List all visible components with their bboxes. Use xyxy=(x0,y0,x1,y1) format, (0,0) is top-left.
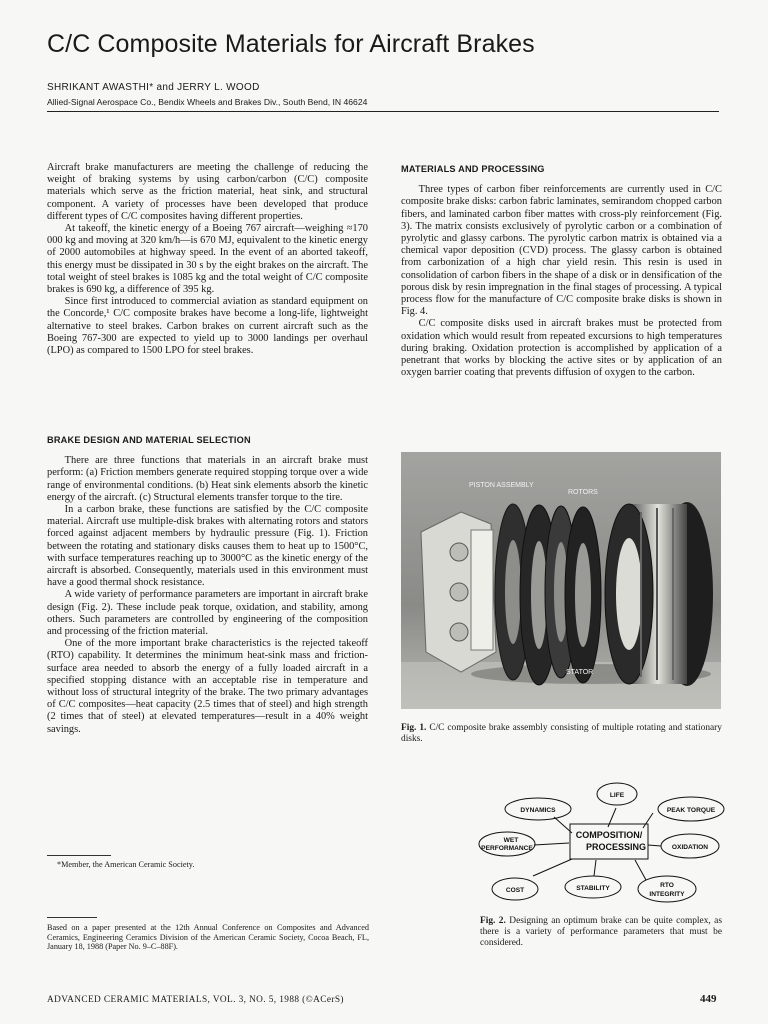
figure-label: Fig. 1. xyxy=(401,723,427,733)
brake-assembly-photo xyxy=(401,452,721,709)
left-column-intro xyxy=(47,162,368,357)
node-oxidation: OXIDATION xyxy=(671,844,709,851)
performance-parameters-diagram xyxy=(478,780,728,908)
caption-text: Designing an optimum brake can be quite complex, as there is a variety of performance parameters that must be considered. xyxy=(480,916,722,948)
node-peak-torque: PEAK TORQUE xyxy=(666,807,716,814)
paragraph: One of the more important brake characteristics is the rejected takeoff (RTO) capability. It determines the minimum heat-sink mass and friction-surface area needed to absorb the energy of a fully loaded aircraft in a specified stopping distance with an acceptable rise in temperature and without loss of structural integrity of the brake. The two primary advantages of C/C composites—heat capacity (2.5 times that of steel) and high strength (2 times that of steel) at elevated temperatures—result in a 40% weight savings. xyxy=(47,638,368,735)
figure2-caption xyxy=(480,916,722,949)
label-rotors: ROTORS xyxy=(568,489,598,496)
section-heading: MATERIALS AND PROCESSING xyxy=(401,164,545,174)
node-life: LIFE xyxy=(609,792,625,799)
article-title: C/C Composite Materials for Aircraft Brakes xyxy=(47,30,535,58)
paragraph: Aircraft brake manufacturers are meeting the challenge of reducing the weight of braking systems by using carbon/carbon (C/C) composite materials which serve as the friction material, heat sink, and structural component. A variety of processes have been developed that produce different types of C/C composites having different properties. xyxy=(47,162,368,222)
footnote-rule xyxy=(47,855,111,856)
paragraph: There are three functions that materials in an aircraft brake must perform: (a) Friction members generate required stopping torque over a wide range of environmental conditions. (b) Heat sink elements absorb the kinetic energy of the aircraft. (c) Structural elements transfer torque to the tire. xyxy=(47,455,368,503)
left-column-section2 xyxy=(47,434,368,736)
paragraph: In a carbon brake, these functions are satisfied by the C/C composite material. Aircraft use multiple-disk brakes with alternating rotors and stators forced against adjacent members by hydraulic pressure (Fig. 1). Friction between the rotating and stationary disks causes them to heat up to 1500°C, with surface temperatures reaching up to 3000°C as the kinetic energy of the aircraft is absorbed. Consequently, materials used in this environment must have a good thermal shock resistance. xyxy=(47,504,368,589)
footnote-rule xyxy=(47,917,97,918)
node-rto-line1: RTO xyxy=(660,882,674,889)
node-cost: COST xyxy=(505,887,525,894)
figure1-caption xyxy=(401,723,722,745)
paragraph: At takeoff, the kinetic energy of a Boeing 767 aircraft—weighing ≈170 000 kg and moving at 320 km/h—is 670 MJ, equivalent to the kinetic energy of 2000 automobiles at highway speed. In the event of an aborted takeoff, this energy must be dissipated in 30 s by the eight brakes on the aircraft. The total weight of steel brakes is 1085 kg and the total weight of C/C composite brakes is 690 kg, a difference of 395 kg. xyxy=(47,223,368,296)
figure-label: Fig. 2. xyxy=(480,916,506,926)
caption-text: C/C composite brake assembly consisting of multiple rotating and stationary disks. xyxy=(401,723,722,744)
paragraph: Three types of carbon fiber reinforcements are currently used in C/C composite brake disks: carbon fabric laminates, semirandom chopped carbon fibers, and laminated carbon fiber mattes with cross-ply reinforcement (Fig. 3). The matrix consists exclusively of pyrolytic carbon or a combination of pyrolytic and glassy carbons. The pyrolytic carbon matrix is obtained via a chemical vapor deposition (CVD) process. The glassy carbon is obtained from carbonization of a high char yield resin. This resin is used in consolidation of carbon fibers in the shape of a disk or in densification of the porous disk by resin impregnation in the final stages of processing. A typical process flow for the manufacture of C/C composite brake disks is shown in Fig. 4. xyxy=(401,184,722,318)
diagram-center-line2: PROCESSING xyxy=(585,842,647,852)
diagram-center-line1: COMPOSITION/ xyxy=(575,830,643,840)
label-piston-assembly: PISTON ASSEMBLY xyxy=(469,482,534,489)
header-rule xyxy=(47,111,719,112)
piston-housing-shape xyxy=(421,512,496,672)
paragraph: A wide variety of performance parameters are important in aircraft brake design (Fig. 2). These include peak torque, oxidation, and stability, among others. Such parameters are controlled by engineering of the composition and processing of the friction material. xyxy=(47,589,368,638)
node-rto-line2: INTEGRITY xyxy=(649,891,685,898)
node-wet-line2: PERFORMANCE xyxy=(481,845,533,852)
paragraph: C/C composite disks used in aircraft brakes must be protected from oxidation which would result from repeated excursions to high temperatures during braking. Oxidation protection is accomplished by application of a penetrant that works by blocking the active sites or by application of an oxygen barrier coating that prevents diffusion of oxygen to the carbon. xyxy=(401,318,722,379)
section-heading: BRAKE DESIGN AND MATERIAL SELECTION xyxy=(47,435,251,445)
page-number: 449 xyxy=(700,993,717,1005)
right-column-text xyxy=(401,163,722,379)
author-line: SHRIKANT AWASTHI* and JERRY L. WOOD xyxy=(47,82,260,93)
label-stator: STATOR xyxy=(566,669,594,676)
brake-disks-shape xyxy=(495,504,601,685)
journal-footer: ADVANCED CERAMIC MATERIALS, VOL. 3, NO. 5, 1988 (©ACerS) xyxy=(47,995,344,1005)
paragraph: Since first introduced to commercial aviation as standard equipment on the Concorde,¹ C/C composite brakes have become a long-life, lightweight alternative to steel brakes. Carbon brakes on current aircraft such as the Boeing 767-300 are expected to yield up to 3000 landings per overhaul (LPO) as compared to 1500 LPO for steel brakes. xyxy=(47,296,368,357)
node-stability: STABILITY xyxy=(576,885,610,892)
node-dynamics: DYNAMICS xyxy=(520,807,556,814)
heat-sink-drum-shape xyxy=(605,502,713,686)
footnote-based-on: Based on a paper presented at the 12th Annual Conference on Composites and Advanced Ceramics, Engineering Ceramics Division of the American Ceramic Society, Cocoa Beach, FL, January 18, 1988 (Paper No. 9–C–88F). xyxy=(47,923,369,952)
affiliation-line: Allied-Signal Aerospace Co., Bendix Wheels and Brakes Div., South Bend, IN 46624 xyxy=(47,97,368,107)
footnote-member: *Member, the American Ceramic Society. xyxy=(57,860,195,869)
node-wet-line1: WET xyxy=(503,837,519,844)
